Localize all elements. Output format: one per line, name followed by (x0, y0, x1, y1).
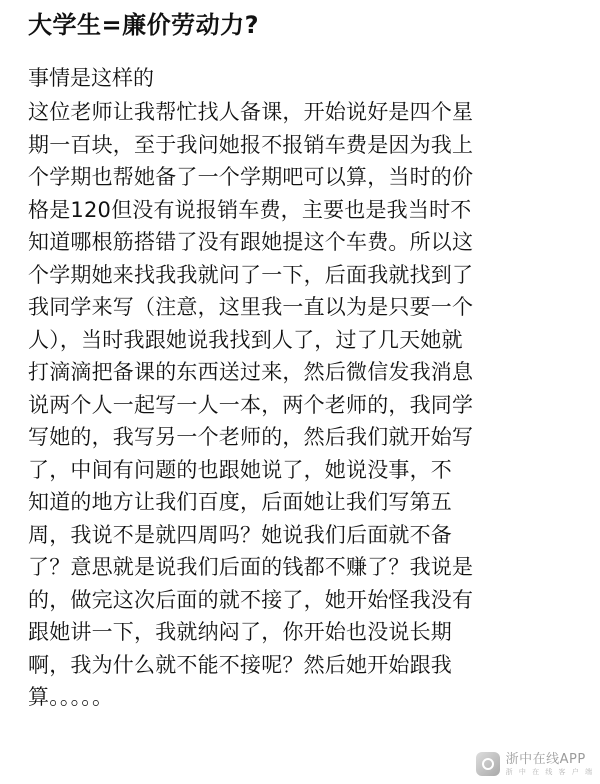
post-body-line: 算。。。。。 (28, 685, 114, 709)
post-intro: 事情是这样的 (28, 66, 154, 90)
post-body-line: 周，我说不是就四周吗？她说我们后面就不备 (28, 522, 452, 547)
post-body-line: 啊，我为什么就不能不接呢？然后她开始跟我 (28, 652, 452, 677)
watermark-subtitle: 浙 中 在 线 客 户 端 (505, 767, 594, 776)
post-body-line: 个学期也帮她备了一个学期吧可以算，当时的价 (28, 165, 474, 189)
post-body-line: 打滴滴把备课的东西送过来，然后微信发我消息 (28, 360, 474, 384)
post-body (28, 96, 584, 714)
post-body-line: 我同学来写（注意，这里我一直以为是只要一个 (28, 295, 474, 319)
post-body-line: 格是120但没有说报销车费，主要也是我当时不 (28, 197, 472, 222)
post-body-line: 人），当时我跟她说我找到人了，过了几天她就 (28, 327, 463, 352)
post-body-line: 写她的，我写另一个老师的，然后我们就开始写 (28, 425, 474, 449)
post-body-line: 这位老师让我帮忙找人备课，开始说好是四个星 (28, 100, 474, 124)
post-body-line: 知道的地方让我们百度，后面她让我们写第五 (28, 490, 452, 514)
watermark (476, 752, 594, 776)
post-body-line: 跟她讲一下，我就纳闷了，你开始也没说长期 (28, 620, 452, 644)
post-title: 大学生=廉价劳动力? (28, 11, 260, 39)
post-body-line: 期一百块，至于我问她报不报销车费是因为我上 (28, 132, 474, 157)
post-body-line: 了，中间有问题的也跟她说了，她说没事，不 (28, 457, 452, 482)
app-logo-icon (476, 752, 500, 776)
post-body-line: 知道哪根筋搭错了没有跟她提这个车费。所以这 (28, 230, 474, 254)
post-body-line: 说两个人一起写一人一本，两个老师的，我同学 (28, 392, 474, 417)
post-body-line: 的，做完这次后面的就不接了，她开始怪我没有 (28, 587, 474, 612)
post-body-line: 个学期她来找我我就问了一下，后面我就找到了 (28, 262, 474, 287)
post-content (28, 8, 584, 714)
post-body-line: 了？意思就是说我们后面的钱都不赚了？我说是 (28, 555, 474, 579)
watermark-name: 浙中在线APP (505, 751, 586, 767)
watermark-text (506, 753, 594, 776)
